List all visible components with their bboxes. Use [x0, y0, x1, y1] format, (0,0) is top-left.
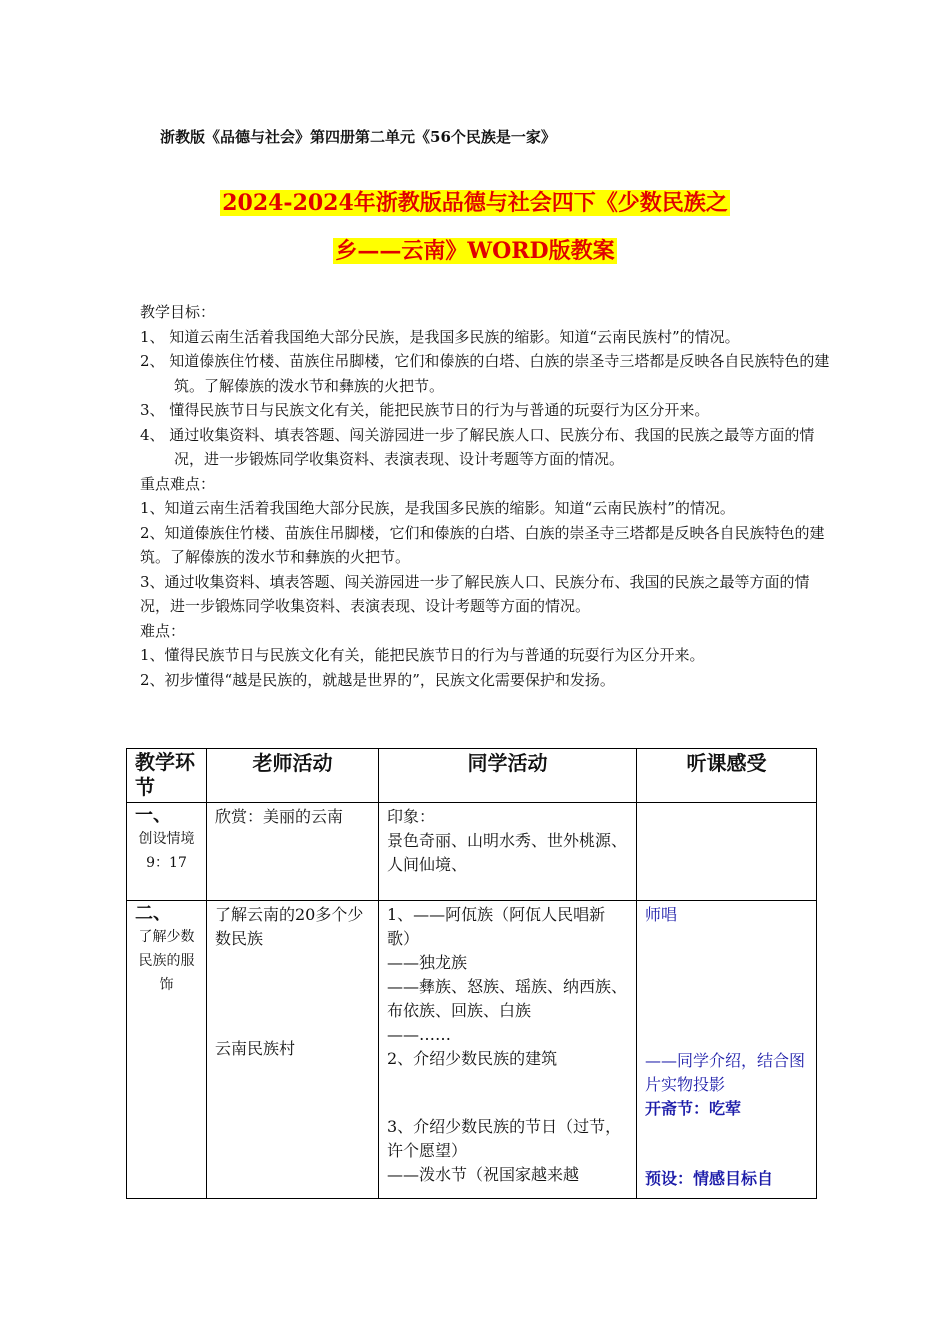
goals-heading: 教学目标：: [140, 303, 216, 321]
notes-cell: [637, 803, 817, 901]
stage-text: 了解少数民族的服饰: [138, 929, 195, 993]
stage-number: 一、: [135, 805, 171, 826]
student-cell: [379, 901, 637, 1199]
goal-item: 2、 知道傣族住竹楼、苗族住吊脚楼，它们和傣族的白塔、白族的崇圣寺三塔都是反映各自民族特色的建筑。了解傣族的泼水节和彝族的火把节。: [140, 352, 830, 395]
difficulty-item: 1、懂得民族节日与民族文化有关，能把民族节日的行为与普通的玩耍行为区分开来。: [140, 646, 705, 664]
goal-item: 3、 懂得民族节日与民族文化有关，能把民族节日的行为与普通的玩耍行为区分开来。: [140, 401, 710, 419]
table-row: [127, 901, 817, 1199]
title-highlight-1: 2024-2024年浙教版品德与社会四下《少数民族之: [222, 190, 728, 216]
teacher-line: 了解云南的20多个少数民族: [215, 905, 364, 948]
teacher-cell: [207, 901, 379, 1199]
stage-cell: [127, 901, 207, 1199]
student-line: ——独龙族: [387, 953, 468, 972]
header-teacher: 老师活动: [207, 749, 379, 803]
student-line: 1、——阿佤族（阿佤人民唱新歌）: [387, 905, 606, 948]
student-line: ——泼水节（祝国家越来越: [387, 1165, 580, 1184]
key-point-item: 1、知道云南生活着我国绝大部分民族，是我国多民族的缩影。知道“云南民族村”的情况。: [140, 499, 735, 517]
document-title-line-1: [0, 186, 950, 217]
key-point-item: 3、通过收集资料、填表答题、闯关游园进一步了解民族人口、民族分布、我国的民族之最等方面的情况，进一步锻炼同学收集资料、表演表现、设计考题等方面的情况。: [140, 572, 810, 615]
key-point-item: 2、知道傣族住竹楼、苗族住吊脚楼，它们和傣族的白塔、白族的崇圣寺三塔都是反映各自民族特色的建筑。了解傣族的泼水节和彝族的火把节。: [140, 523, 825, 566]
table-row: [127, 803, 817, 901]
teacher-cell: 欣赏：美丽的云南: [207, 803, 379, 901]
difficulties-heading: 难点：: [140, 621, 186, 640]
difficulty-item: 2、初步懂得“越是民族的，就越是世界的”，民族文化需要保护和发扬。: [140, 670, 615, 689]
stage-cell: [127, 803, 207, 901]
note-line: 师唱: [645, 905, 678, 924]
student-line: ——……: [387, 1025, 451, 1044]
table-header-row: [127, 749, 817, 803]
document-title-line-2: [0, 234, 950, 265]
header-student: 同学活动: [379, 749, 637, 803]
student-line: 2、介绍少数民族的建筑: [387, 1049, 558, 1068]
goal-item: 4、 通过收集资料、填表答题、闯关游园进一步了解民族人口、民族分布、我国的民族之最等方面的情况，进一步锻炼同学收集资料、表演表现、设计考题等方面的情况。: [140, 425, 815, 468]
header-stage: 教学环节: [127, 749, 207, 803]
document-subtitle: 浙教版《品德与社会》第四册第二单元《56个民族是一家》: [160, 128, 556, 146]
student-line: 3、介绍少数民族的节日（过节，许个愿望）: [387, 1117, 622, 1160]
student-line: ——彝族、怒族、瑶族、纳西族、布依族、回族、白族: [387, 977, 628, 1020]
note-line: ——同学介绍，结合图片实物投影: [645, 1051, 806, 1094]
note-line: 预设：情感目标自: [645, 1169, 774, 1188]
goal-item: 1、 知道云南生活着我国绝大部分民族，是我国多民族的缩影。知道“云南民族村”的情况。: [140, 327, 740, 346]
notes-cell: [637, 901, 817, 1199]
stage-text: 创设情境9：17: [138, 831, 195, 871]
document-body: [140, 300, 830, 692]
student-line: 印象：: [387, 807, 436, 826]
key-points-heading: 重点难点：: [140, 474, 216, 493]
student-line: 景色奇丽、山明水秀、世外桃源、人间仙境、: [387, 831, 628, 874]
student-cell: [379, 803, 637, 901]
lesson-table: [126, 748, 817, 1199]
teacher-line: 云南民族村: [215, 1039, 296, 1058]
title-highlight-2: 乡——云南》WORD版教案: [335, 238, 615, 264]
stage-number: 二、: [135, 903, 171, 924]
header-notes: 听课感受: [637, 749, 817, 803]
note-line: 开斋节：吃荤: [645, 1099, 742, 1118]
